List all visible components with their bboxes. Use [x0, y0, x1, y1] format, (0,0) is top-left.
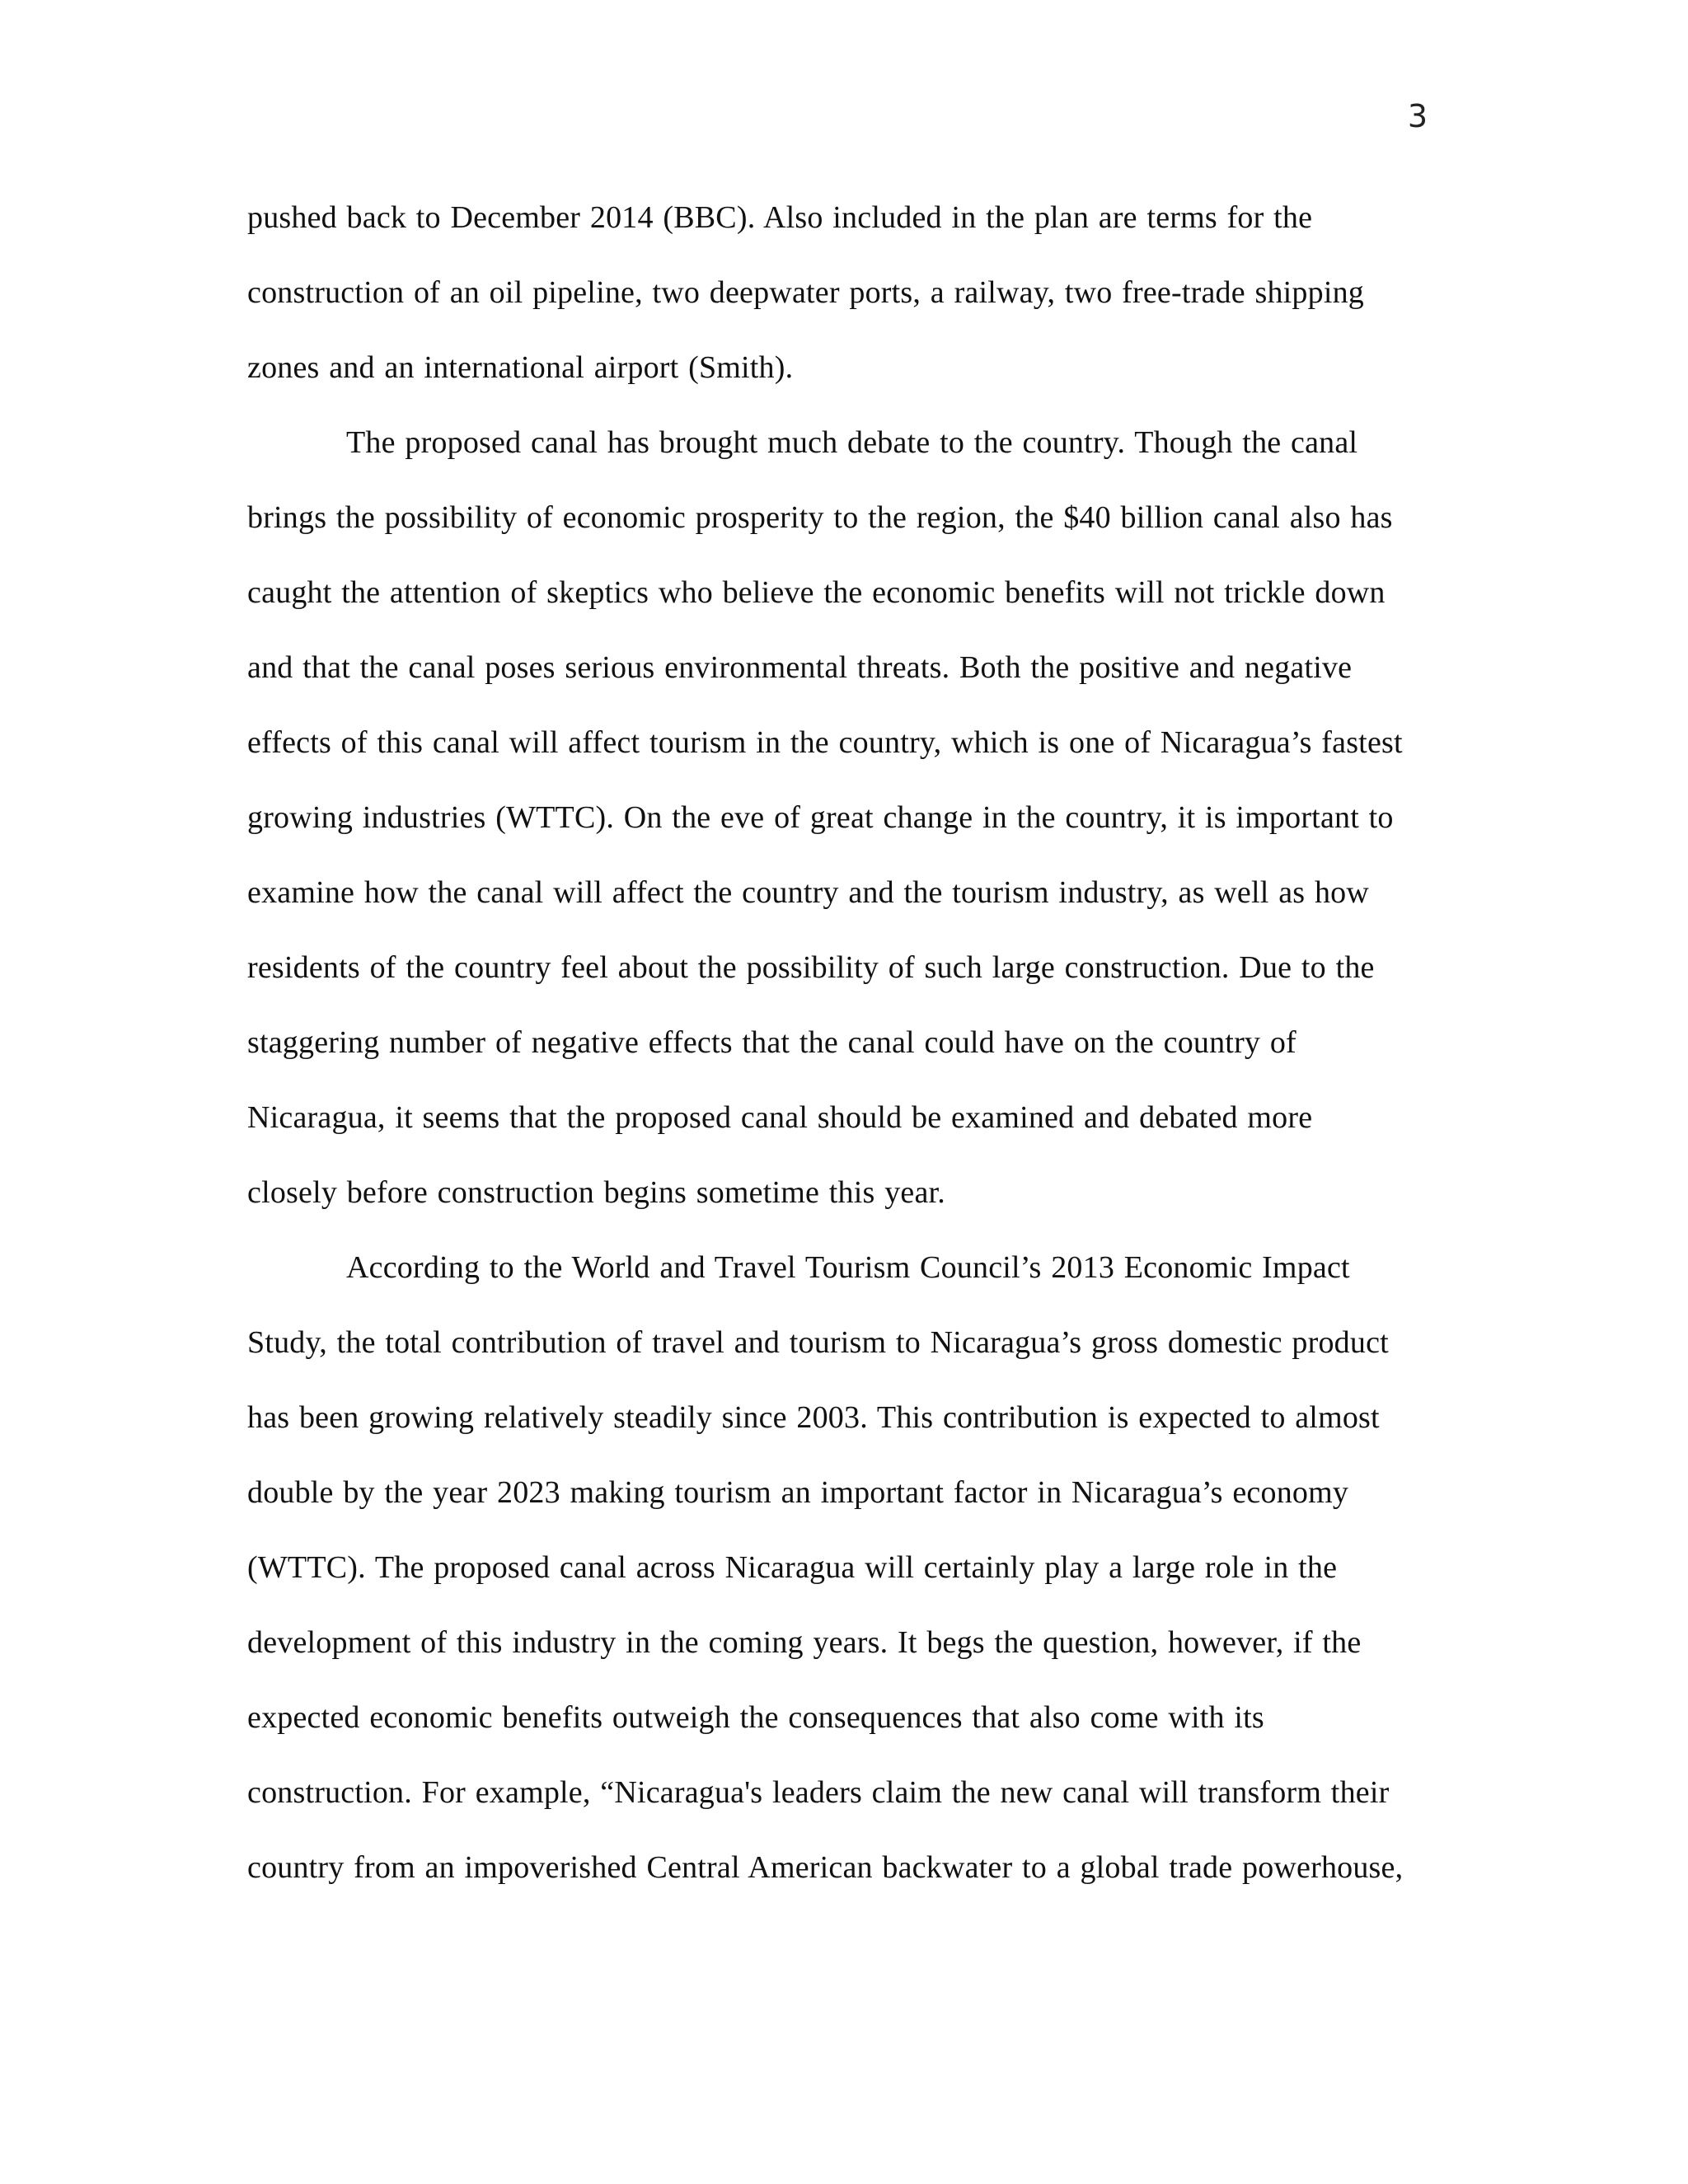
text-line: construction. For example, “Nicaragua's leaders claim the new canal will transform their [247, 1775, 1390, 1810]
text-line: country from an impoverished Central American backwater to a global trade powerhouse, [247, 1850, 1404, 1885]
text-line: construction of an oil pipeline, two deepwater ports, a railway, two free-trade shipping [247, 275, 1364, 310]
text-line: caught the attention of skeptics who believe the economic benefits will not trickle down [247, 575, 1386, 610]
text-line: has been growing relatively steadily since 2003. This contribution is expected to almost [247, 1400, 1380, 1435]
text-line: brings the possibility of economic prosperity to the region, the $40 billion canal also has [247, 500, 1393, 535]
text-line: (WTTC). The proposed canal across Nicaragua will certainly play a large role in the [247, 1550, 1338, 1585]
text-line: effects of this canal will affect tourism in the country, which is one of Nicaragua’s fastest [247, 725, 1403, 760]
text-line: and that the canal poses serious environmental threats. Both the positive and negative [247, 650, 1353, 685]
text-line: staggering number of negative effects that the canal could have on the country of [247, 1025, 1296, 1060]
text-line: expected economic benefits outweigh the consequences that also come with its [247, 1700, 1264, 1735]
text-line: Nicaragua, it seems that the proposed canal should be examined and debated more [247, 1100, 1313, 1135]
text-line: According to the World and Travel Tourism Council’s 2013 Economic Impact [346, 1250, 1350, 1285]
text-line: development of this industry in the coming years. It begs the question, however, if the [247, 1625, 1362, 1660]
text-line: The proposed canal has brought much debate to the country. Though the canal [346, 425, 1358, 460]
text-line: double by the year 2023 making tourism an important factor in Nicaragua’s economy [247, 1475, 1349, 1510]
text-line: pushed back to December 2014 (BBC). Also included in the plan are terms for the [247, 200, 1313, 235]
text-line: examine how the canal will affect the country and the tourism industry, as well as how [247, 875, 1370, 910]
text-line: Study, the total contribution of travel and tourism to Nicaragua’s gross domestic product [247, 1325, 1389, 1360]
text-line: closely before construction begins sometime this year. [247, 1175, 945, 1210]
text-line: growing industries (WTTC). On the eve of great change in the country, it is important to [247, 800, 1394, 835]
text-line: residents of the country feel about the possibility of such large construction. Due to the [247, 950, 1375, 985]
page-number: 3 [1407, 98, 1428, 134]
text-line: zones and an international airport (Smith). [247, 350, 794, 385]
